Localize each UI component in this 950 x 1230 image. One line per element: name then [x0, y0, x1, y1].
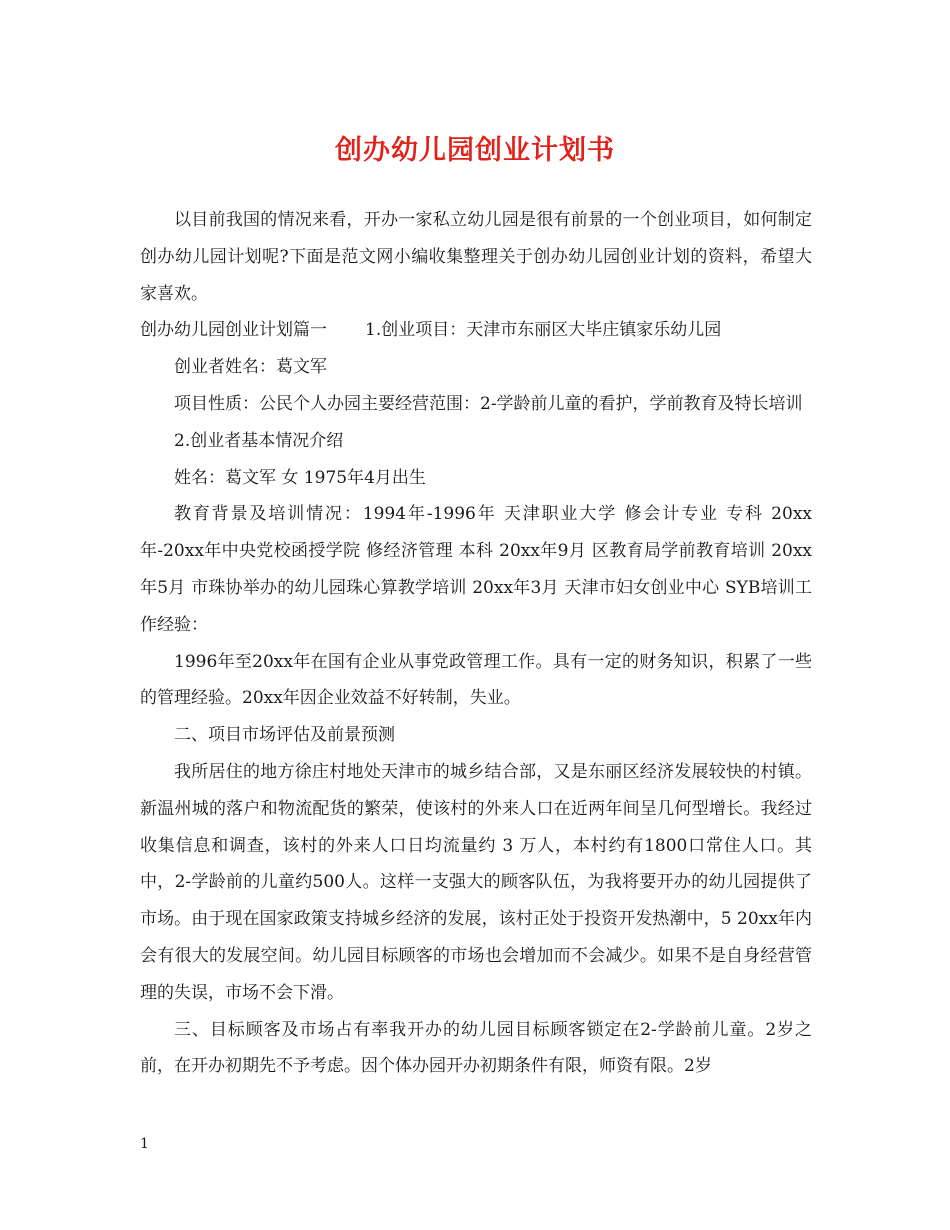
document-body — [140, 202, 812, 1085]
customers-paragraph: 三、目标顾客及市场占有率我开办的幼儿园目标顾客锁定在2-学龄前儿童。2岁之前，在开办初期先不予考虑。因个体办园开办初期条件有限，师资有限。2岁 — [140, 1019, 812, 1077]
section-line — [140, 312, 812, 349]
page-number: 1 — [140, 1136, 149, 1152]
founder-basic-paragraph: 姓名：葛文军 女 1975年4月出生 — [174, 467, 426, 488]
market-paragraph: 我所居住的地方徐庄村地处天津市的城乡结合部，又是东丽区经济发展较快的村镇。新温州城的落户和物流配货的繁荣，使该村的外来人口在近两年间呈几何型增长。我经过收集信息和调查，该村的外来人口日均流量约 3 万人，本村约有1800口常住人口。其中，2-学龄前的儿童约500人。这样一支强大的顾客队伍，为我将要开办的幼儿园提供了市场。由于现在国家政策支持城乡经济的发展，该村正处于投资开发热潮中，5 20xx年内会有很大的发展空间。幼儿园目标顾客的市场也会增加而不会减少。如果不是自身经营管理的失误，市场不会下滑。 — [140, 761, 812, 1003]
founder-intro-heading: 2.创业者基本情况介绍 — [174, 430, 344, 451]
project-nature-paragraph: 项目性质：公民个人办园主要经营范围：2-学龄前儿童的看护，学前教育及特长培训 — [174, 393, 803, 414]
work-experience-paragraph: 1996年至20xx年在国有企业从事党政管理工作。具有一定的财务知识，积累了一些的管理经验。20xx年因企业效益不好转制，失业。 — [140, 651, 812, 709]
section-heading: 创办幼儿园创业计划篇一 — [140, 320, 327, 341]
intro-paragraph: 以目前我国的情况来看，开办一家私立幼儿园是很有前景的一个创业项目，如何制定创办幼儿园计划呢?下面是范文网小编收集整理关于创办幼儿园创业计划的资料，希望大家喜欢。 — [140, 210, 812, 304]
project-item: 1.创业项目：天津市东丽区大毕庄镇家乐幼儿园 — [365, 320, 722, 341]
market-heading: 二、项目市场评估及前景预测 — [174, 725, 395, 746]
document-title: 创办幼儿园创业计划书 — [335, 135, 615, 166]
education-paragraph: 教育背景及培训情况：1994年-1996年 天津职业大学 修会计专业 专科 20xx年-20xx年中央党校函授学院 修经济管理 本科 20xx年9月 区教育局学前教育培训 20xx年5月 市珠协举办的幼儿园珠心算教学培训 20xx年3月 天津市妇女创业中心 SYB培训工作经验： — [140, 504, 812, 635]
founder-name-paragraph: 创业者姓名：葛文军 — [174, 357, 327, 378]
